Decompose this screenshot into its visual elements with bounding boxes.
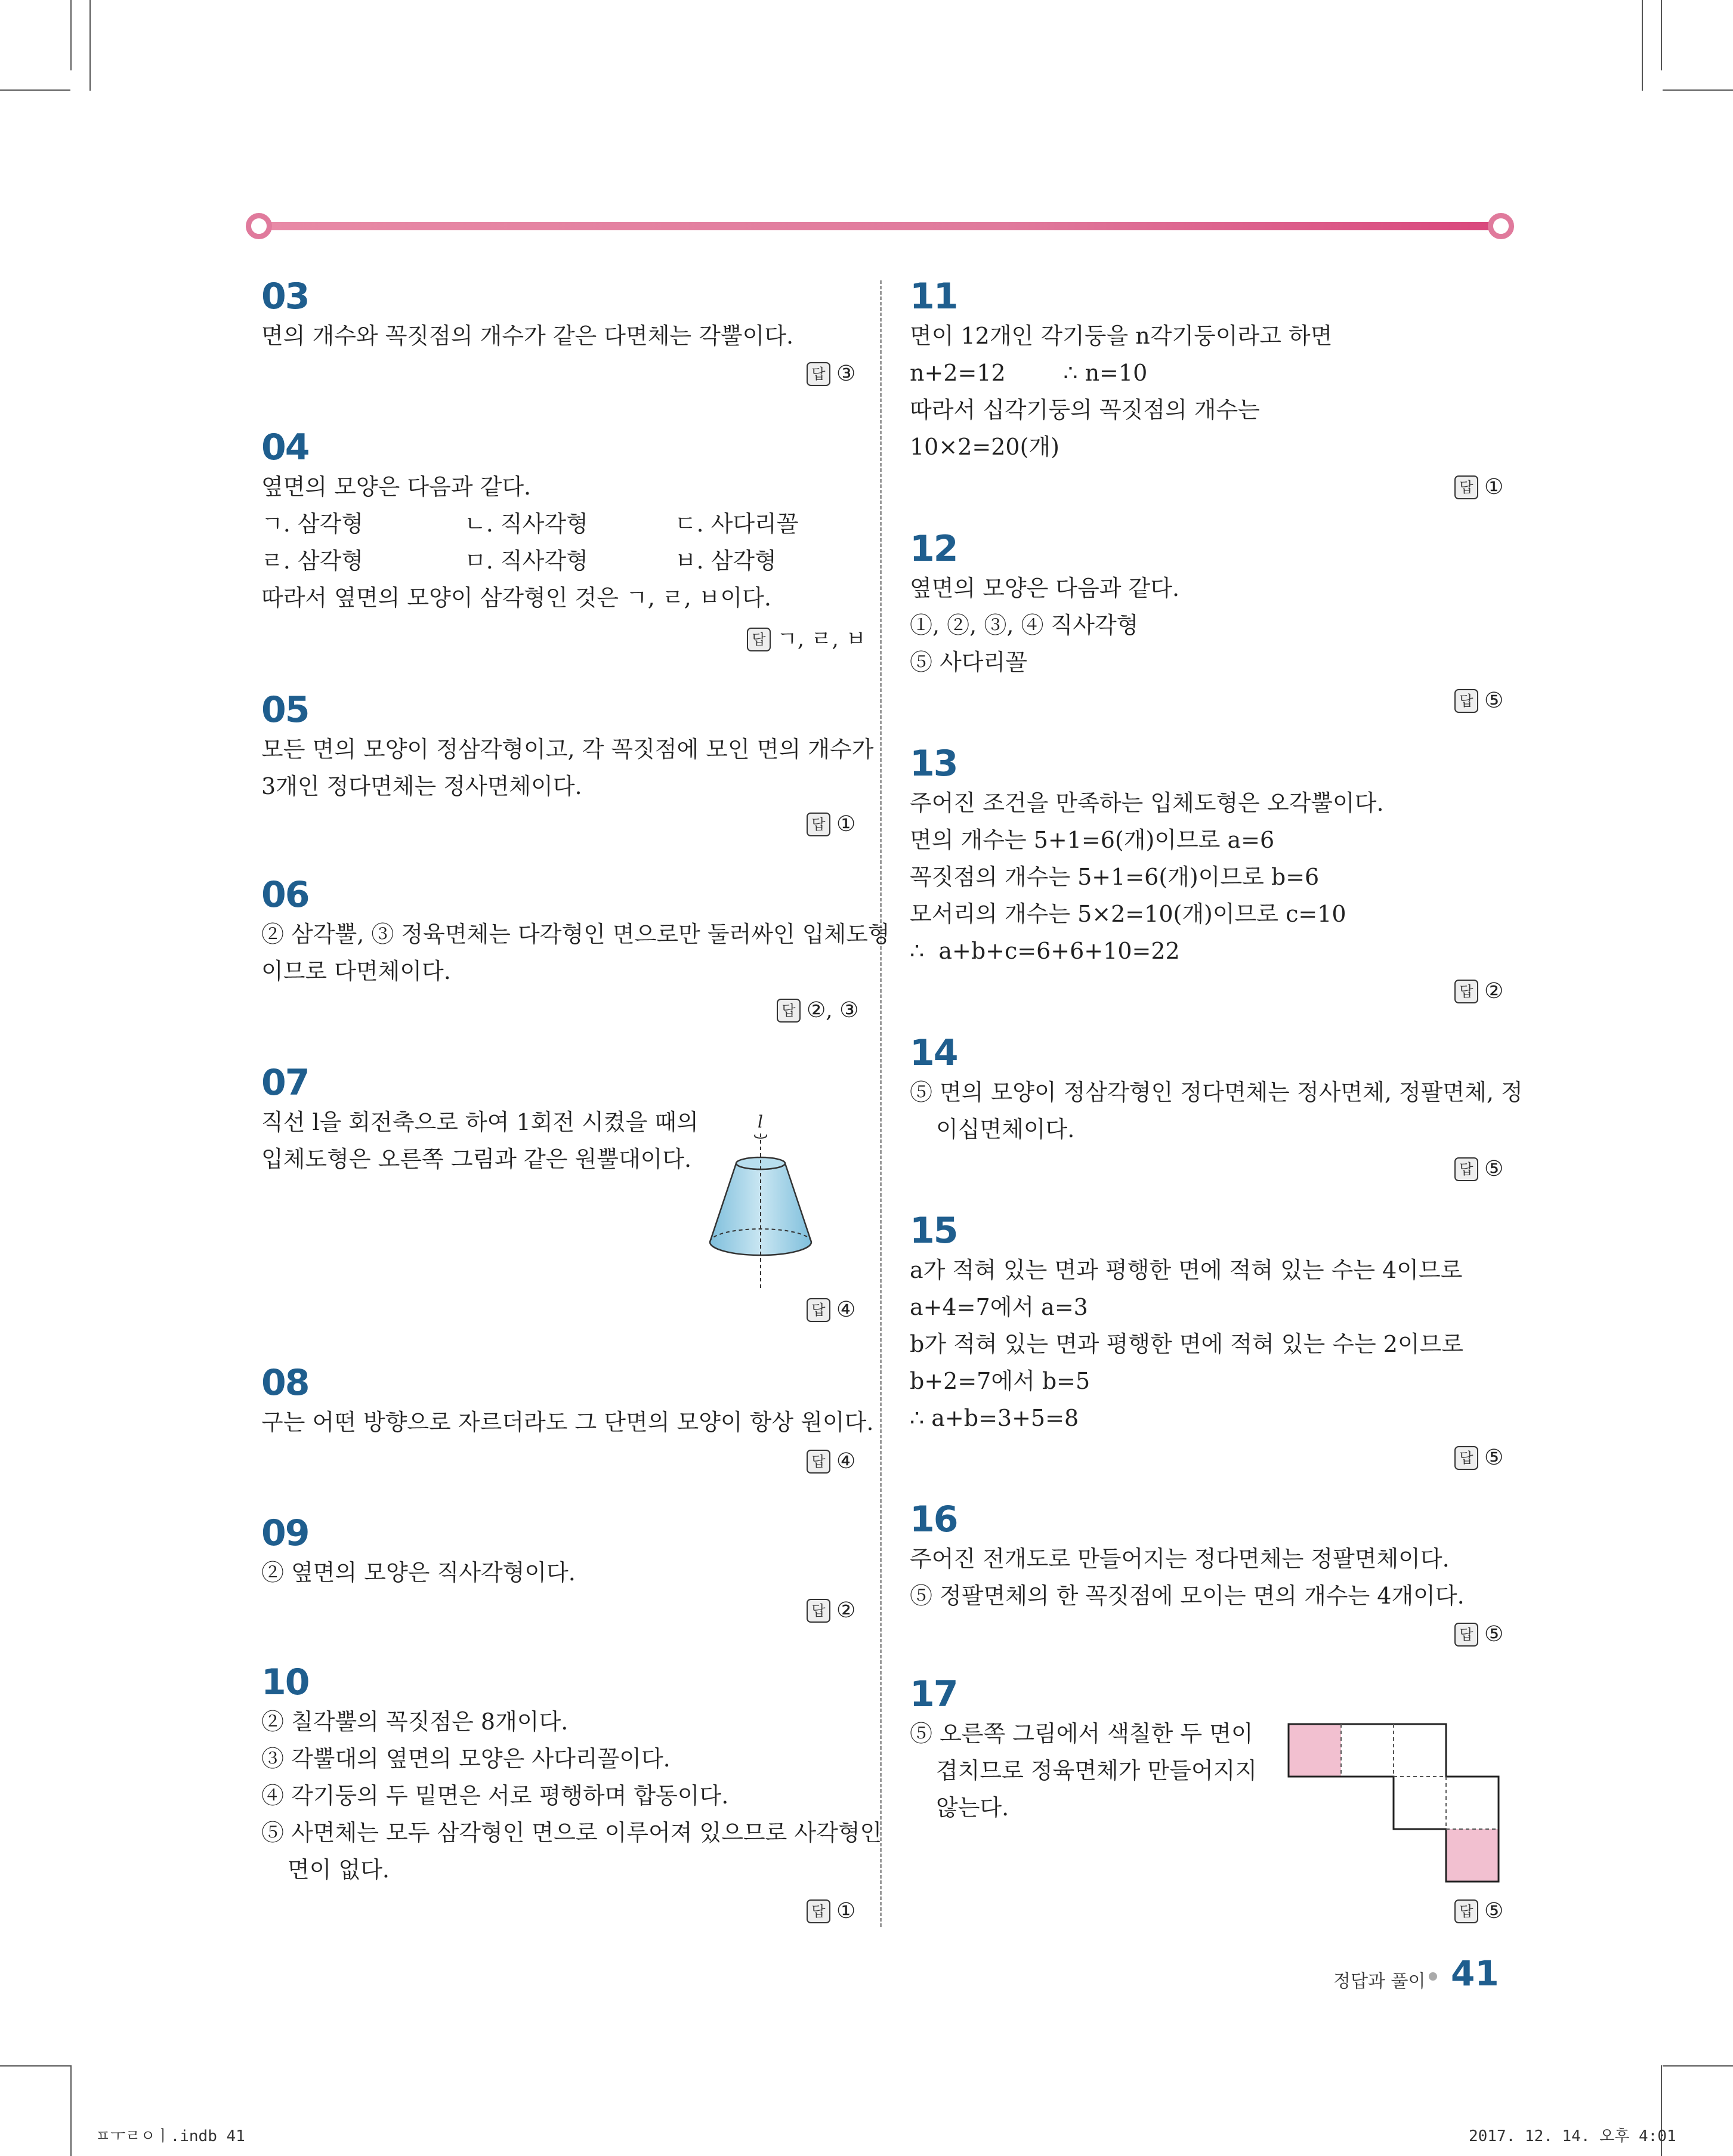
solution-line: ② 삼각뿔, ③ 정육면체는 다각형인 면으로만 둘러싸인 입체도형 xyxy=(261,921,890,947)
solution-line: n+2=12 ∴ n=10 xyxy=(910,360,1148,386)
answer-badge-icon: 답 xyxy=(807,1899,830,1923)
crop-mark xyxy=(0,89,70,91)
crop-mark xyxy=(1663,2065,1733,2067)
answer-07 xyxy=(807,1297,855,1323)
problem-number: 17 xyxy=(910,1673,957,1715)
solution-line: ∴ a+b=3+5=8 xyxy=(910,1405,1079,1431)
page-number: 41 xyxy=(1451,1953,1499,1994)
solution-line: 3개인 정다면체는 정사면체이다. xyxy=(261,773,582,799)
answer-value: ④ xyxy=(836,1449,856,1474)
section-label: 정답과 풀이 xyxy=(1333,1971,1426,1992)
solution-line: 않는다. xyxy=(936,1794,1009,1821)
solution-line: ② 칠각뿔의 꼭짓점은 8개이다. xyxy=(261,1709,569,1735)
answer-16 xyxy=(1454,1621,1503,1648)
answer-13 xyxy=(1454,978,1503,1005)
answer-value: ⑤ xyxy=(1484,688,1504,713)
cube-net-figure xyxy=(1286,1721,1506,1885)
print-slug-left: ㅍㅜㄹㅇㅣ.indb 41 xyxy=(95,2127,245,2145)
crop-mark xyxy=(89,0,91,91)
answer-value: ②, ③ xyxy=(807,998,859,1023)
answer-value: ① xyxy=(836,812,856,836)
solution-line: ⑤ 면의 모양이 정삼각형인 정다면체는 정사면체, 정팔면체, 정 xyxy=(910,1079,1523,1105)
solution-line: 주어진 조건을 만족하는 입체도형은 오각뿔이다. xyxy=(910,790,1384,816)
solution-line: 면이 12개인 각기둥을 n각기둥이라고 하면 xyxy=(910,323,1333,349)
solution-line: ⑤ 정팔면체의 한 꼭짓점에 모이는 면의 개수는 4개이다. xyxy=(910,1583,1465,1609)
problem-number: 07 xyxy=(261,1062,309,1104)
problem-17 xyxy=(910,1673,1257,1826)
problem-08 xyxy=(261,1362,873,1441)
answer-08 xyxy=(807,1448,855,1475)
answer-badge-icon: 답 xyxy=(807,1298,830,1322)
answer-badge-icon: 답 xyxy=(807,1450,830,1474)
answer-badge-icon: 답 xyxy=(807,362,830,386)
solution-line: a가 적혀 있는 면과 평행한 면에 적혀 있는 수는 4이므로 xyxy=(910,1257,1463,1283)
problem-16 xyxy=(910,1499,1465,1614)
problem-05 xyxy=(261,689,873,805)
solution-line: 옆면의 모양은 다음과 같다. xyxy=(261,474,532,500)
answer-badge-icon: 답 xyxy=(1454,1899,1478,1923)
crop-mark xyxy=(1661,0,1662,70)
problem-number: 10 xyxy=(261,1661,309,1703)
problem-03 xyxy=(261,276,793,354)
footer-bullet-icon xyxy=(1429,1972,1437,1981)
answer-12 xyxy=(1454,688,1503,714)
answer-14 xyxy=(1454,1156,1503,1182)
problem-number: 09 xyxy=(261,1512,309,1554)
problem-number: 12 xyxy=(910,528,957,570)
problem-number: 16 xyxy=(910,1499,957,1540)
solution-line: b가 적혀 있는 면과 평행한 면에 적혀 있는 수는 2이므로 xyxy=(910,1331,1464,1357)
answer-04 xyxy=(747,626,866,653)
answer-value: ㄱ, ㄹ, ㅂ xyxy=(777,627,867,651)
solution-line: ③ 각뿔대의 옆면의 모양은 사다리꼴이다. xyxy=(261,1746,671,1772)
problem-number: 04 xyxy=(261,427,309,468)
solution-line: 면이 없다. xyxy=(288,1857,390,1883)
problem-number: 13 xyxy=(910,743,957,784)
problem-13 xyxy=(910,743,1384,969)
answer-badge-icon: 답 xyxy=(1454,1623,1478,1647)
solution-line: 이십면체이다. xyxy=(936,1116,1075,1142)
solution-line: 따라서 옆면의 모양이 삼각형인 것은 ㄱ, ㄹ, ㅂ이다. xyxy=(261,585,771,611)
answer-value: ⑤ xyxy=(1484,1445,1504,1470)
answer-15 xyxy=(1454,1445,1503,1471)
answer-badge-icon: 답 xyxy=(1454,475,1478,499)
crop-mark xyxy=(70,2065,72,2156)
crop-mark xyxy=(0,2065,70,2067)
problem-12 xyxy=(910,528,1179,681)
header-rule xyxy=(251,222,1503,230)
answer-value: ④ xyxy=(836,1298,856,1322)
answer-05 xyxy=(807,811,855,838)
answer-value: ① xyxy=(836,1899,856,1923)
header-rule-right-dot xyxy=(1488,213,1514,239)
problem-15 xyxy=(910,1210,1463,1437)
answer-badge-icon: 답 xyxy=(1454,1157,1478,1181)
answer-09 xyxy=(807,1598,855,1624)
answer-06 xyxy=(777,997,858,1024)
solution-line: b+2=7에서 b=5 xyxy=(910,1368,1091,1394)
solution-line: 구는 어떤 방향으로 자르더라도 그 단면의 모양이 항상 원이다. xyxy=(261,1409,874,1435)
solution-line: ⑤ 오른쪽 그림에서 색칠한 두 면이 xyxy=(910,1721,1253,1747)
problem-number: 05 xyxy=(261,689,309,731)
answer-value: ② xyxy=(836,1598,856,1623)
solution-line: 10×2=20(개) xyxy=(910,434,1059,460)
solution-line: ⑤ 사다리꼴 xyxy=(910,649,1027,675)
problem-number: 06 xyxy=(261,874,309,916)
answer-10 xyxy=(807,1898,855,1925)
solution-line: ㄱ. 삼각형 ㄴ. 직사각형 ㄷ. 사다리꼴 xyxy=(261,511,799,537)
solution-line: ㄹ. 삼각형 ㅁ. 직사각형 ㅂ. 삼각형 xyxy=(261,548,777,574)
problem-number: 03 xyxy=(261,276,309,317)
answer-badge-icon: 답 xyxy=(807,813,830,836)
solution-line: ④ 각기둥의 두 밑면은 서로 평행하며 합동이다. xyxy=(261,1783,729,1809)
solution-line: 면의 개수는 5+1=6(개)이므로 a=6 xyxy=(910,827,1275,853)
problem-number: 15 xyxy=(910,1210,957,1252)
header-rule-left-dot xyxy=(246,213,272,239)
answer-badge-icon: 답 xyxy=(1454,980,1478,1003)
answer-value: ⑤ xyxy=(1484,1622,1504,1647)
axis-label: l xyxy=(758,1112,763,1132)
answer-value: ③ xyxy=(836,362,856,386)
problem-06 xyxy=(261,874,890,990)
solution-line: ∴ a+b+c=6+6+10=22 xyxy=(910,938,1180,964)
solution-line: 모서리의 개수는 5×2=10(개)이므로 c=10 xyxy=(910,901,1346,927)
answer-value: ② xyxy=(1484,979,1504,1003)
solution-line: 따라서 십각기둥의 꼭짓점의 개수는 xyxy=(910,397,1260,423)
solution-line: 꼭짓점의 개수는 5+1=6(개)이므로 b=6 xyxy=(910,864,1320,890)
problem-14 xyxy=(910,1032,1523,1148)
crop-mark xyxy=(1642,0,1643,91)
answer-badge-icon: 답 xyxy=(1454,689,1478,713)
frustum-figure xyxy=(704,1110,817,1295)
solution-line: a+4=7에서 a=3 xyxy=(910,1294,1088,1320)
answer-badge-icon: 답 xyxy=(777,999,801,1023)
answer-badge-icon: 답 xyxy=(747,628,771,651)
solution-line: ② 옆면의 모양은 직사각형이다. xyxy=(261,1559,576,1586)
solution-line: 옆면의 모양은 다음과 같다. xyxy=(910,575,1180,601)
answer-03 xyxy=(807,361,855,387)
crop-mark xyxy=(1663,89,1733,91)
problem-11 xyxy=(910,276,1332,465)
problem-number: 11 xyxy=(910,276,957,317)
problem-number: 08 xyxy=(261,1362,309,1404)
solution-line: 직선 l을 회전축으로 하여 1회전 시켰을 때의 xyxy=(261,1109,699,1135)
solution-line: 입체도형은 오른쪽 그림과 같은 원뿔대이다. xyxy=(261,1146,692,1172)
solution-line: 겹치므로 정육면체가 만들어지지 xyxy=(936,1757,1258,1784)
answer-11 xyxy=(1454,474,1503,501)
answer-value: ⑤ xyxy=(1484,1157,1504,1181)
answer-badge-icon: 답 xyxy=(1454,1446,1478,1470)
answer-17 xyxy=(1454,1898,1503,1925)
problem-07 xyxy=(261,1062,699,1178)
solution-line: 면의 개수와 꼭짓점의 개수가 같은 다면체는 각뿔이다. xyxy=(261,323,794,349)
crop-mark xyxy=(70,0,72,70)
solution-line: 모든 면의 모양이 정삼각형이고, 각 꼭짓점에 모인 면의 개수가 xyxy=(261,736,874,762)
solution-line: 주어진 전개도로 만들어지는 정다면체는 정팔면체이다. xyxy=(910,1546,1450,1572)
print-slug-right: 2017. 12. 14. 오후 4:01 xyxy=(1469,2127,1676,2145)
solution-line: 이므로 다면체이다. xyxy=(261,958,451,984)
solution-line: ①, ②, ③, ④ 직사각형 xyxy=(910,612,1139,638)
problem-number: 14 xyxy=(910,1032,957,1074)
problem-04 xyxy=(261,427,798,616)
problem-10 xyxy=(261,1661,882,1888)
solution-line: ⑤ 사면체는 모두 삼각형인 면으로 이루어져 있으므로 사각형인 xyxy=(261,1820,882,1846)
problem-09 xyxy=(261,1512,576,1591)
answer-value: ⑤ xyxy=(1484,1899,1504,1923)
answer-value: ① xyxy=(1484,475,1504,499)
answer-badge-icon: 답 xyxy=(807,1599,830,1623)
